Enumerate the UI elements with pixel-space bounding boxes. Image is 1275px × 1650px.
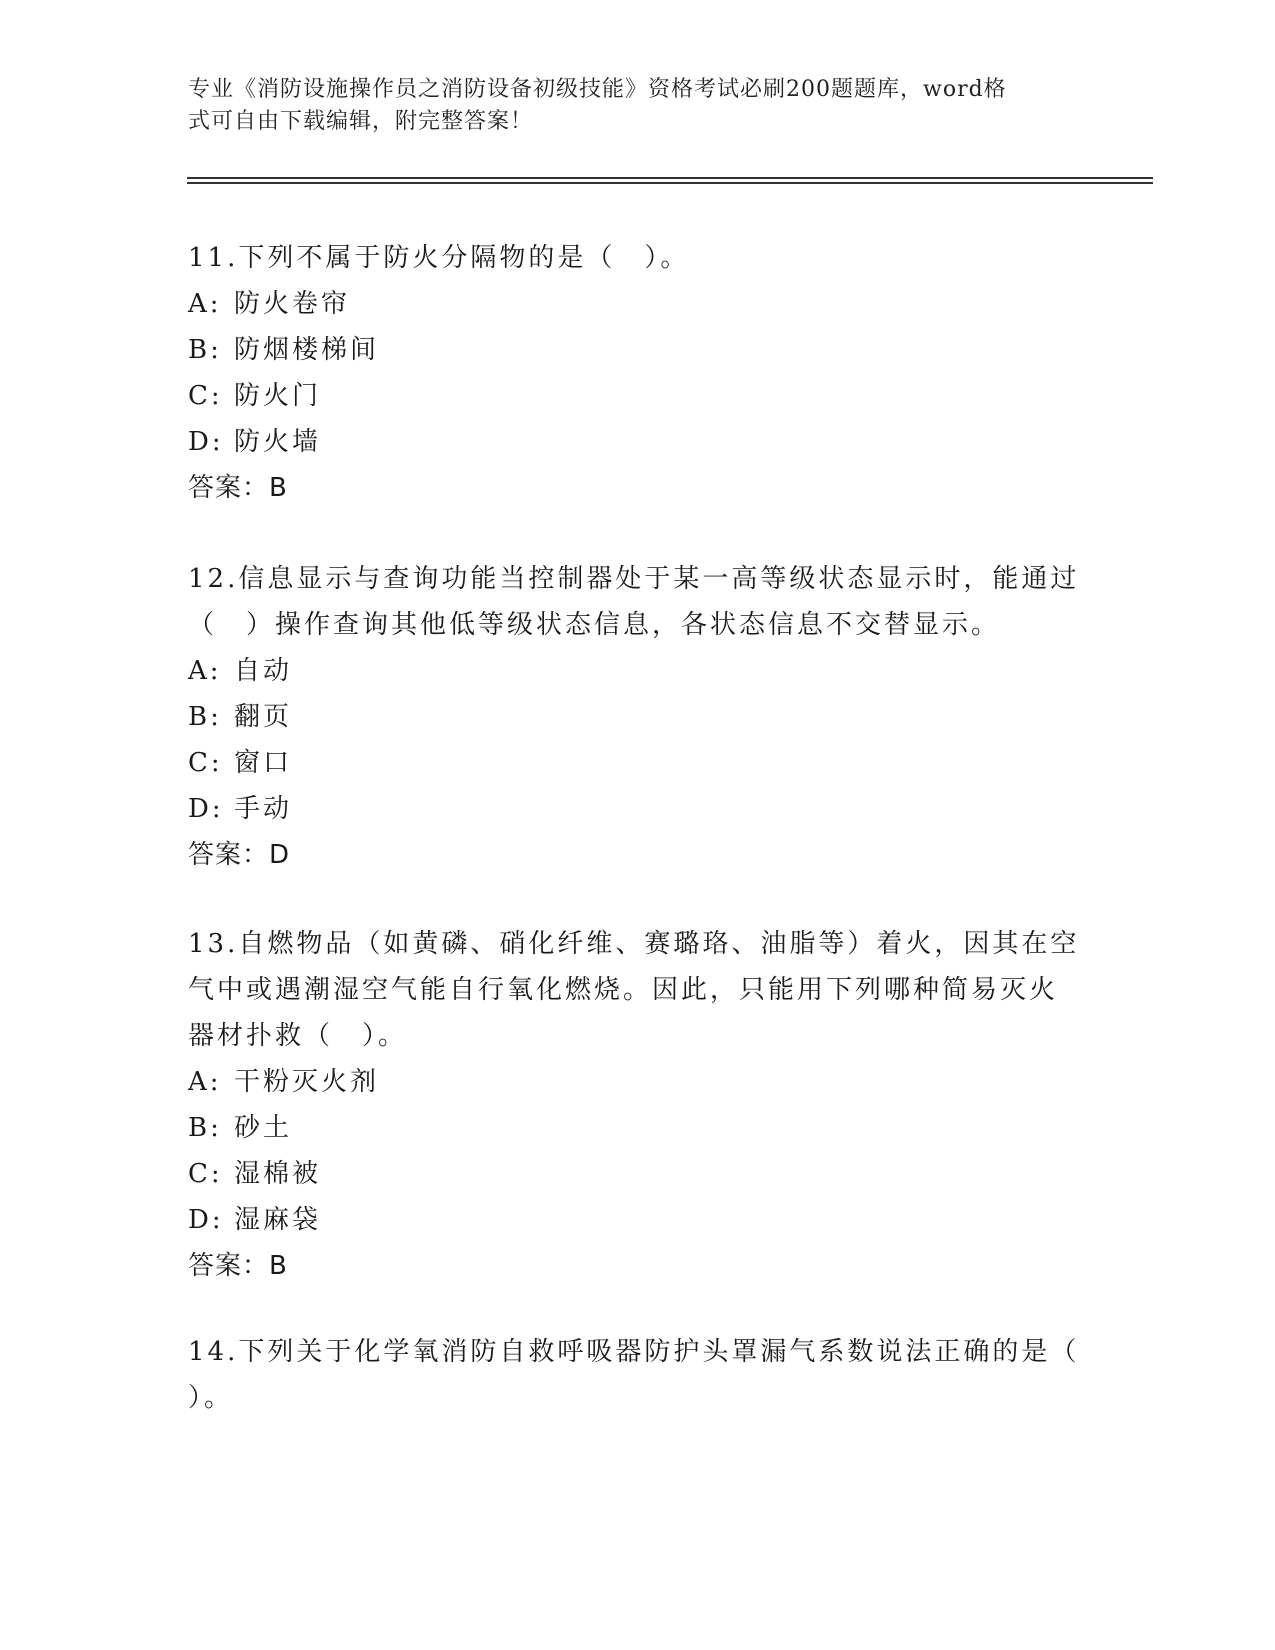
option-text: 湿棉被 [234,1159,322,1189]
option-key: A: [188,656,222,686]
option-text: 干粉灭火剂 [234,1067,380,1097]
option-key: C: [188,1159,223,1189]
option-b [188,694,1068,740]
answer: 答案：D [188,840,291,870]
option-b [188,327,1068,373]
option-key: C: [188,748,223,778]
question-text-line-2: （ ）操作查询其他低等级状态信息，各状态信息不交替显示。 [188,610,1001,640]
option-d [188,786,1068,832]
header-line-1: 专业《消防设施操作员之消防设备初级技能》资格考试必刷200题题库，word格 [188,77,1007,102]
option-key: D: [188,1205,224,1235]
option-c [188,740,1068,786]
option-a [188,648,1068,694]
answer: 答案：B [188,473,288,503]
option-c [188,1151,1068,1197]
header-divider-top [187,177,1153,179]
question-text-line-1: 12.信息显示与查询功能当控制器处于某一高等级状态显示时，能通过 [188,564,1080,594]
option-text: 手动 [234,794,293,824]
option-key: B: [188,335,222,365]
option-text: 防火卷帘 [234,289,351,319]
header-line-2: 式可自由下载编辑，附完整答案！ [188,109,534,134]
answer: 答案：B [188,1251,288,1281]
option-key: A: [188,289,222,319]
question-text-line-2: 气中或遇潮湿空气能自行氧化燃烧。因此，只能用下列哪种简易灭火 [188,975,1059,1005]
option-text: 砂土 [234,1113,293,1143]
question-12 [188,556,1080,878]
question-text-line-1: 13.自燃物品（如黄磷、硝化纤维、赛璐珞、油脂等）着火，因其在空 [188,929,1080,959]
option-text: 自动 [234,656,293,686]
question-11 [188,235,1068,511]
option-text: 防烟楼梯间 [234,335,380,365]
option-key: B: [188,1113,222,1143]
option-text: 窗口 [234,748,293,778]
option-key: D: [188,794,224,824]
question-text: 11.下列不属于防火分隔物的是（ ）。 [188,243,690,273]
option-a [188,1059,1068,1105]
question-text-line-1: 14.下列关于化学氧消防自救呼吸器防护头罩漏气系数说法正确的是（ [188,1337,1080,1367]
option-d [188,1197,1068,1243]
option-key: B: [188,702,222,732]
option-c [188,373,1068,419]
option-b [188,1105,1068,1151]
option-a [188,281,1068,327]
question-13 [188,921,1080,1289]
option-d [188,419,1068,465]
header-divider-bottom [187,182,1153,184]
question-14 [188,1329,1080,1421]
option-text: 防火墙 [234,427,322,457]
option-text: 湿麻袋 [234,1205,322,1235]
option-key: C: [188,381,223,411]
option-key: A: [188,1067,222,1097]
option-text: 防火门 [234,381,322,411]
document-header [188,74,1068,138]
question-text-line-3: 器材扑救（ ）。 [188,1021,408,1051]
question-text-line-2: ）。 [188,1383,234,1413]
option-key: D: [188,427,224,457]
option-text: 翻页 [234,702,293,732]
